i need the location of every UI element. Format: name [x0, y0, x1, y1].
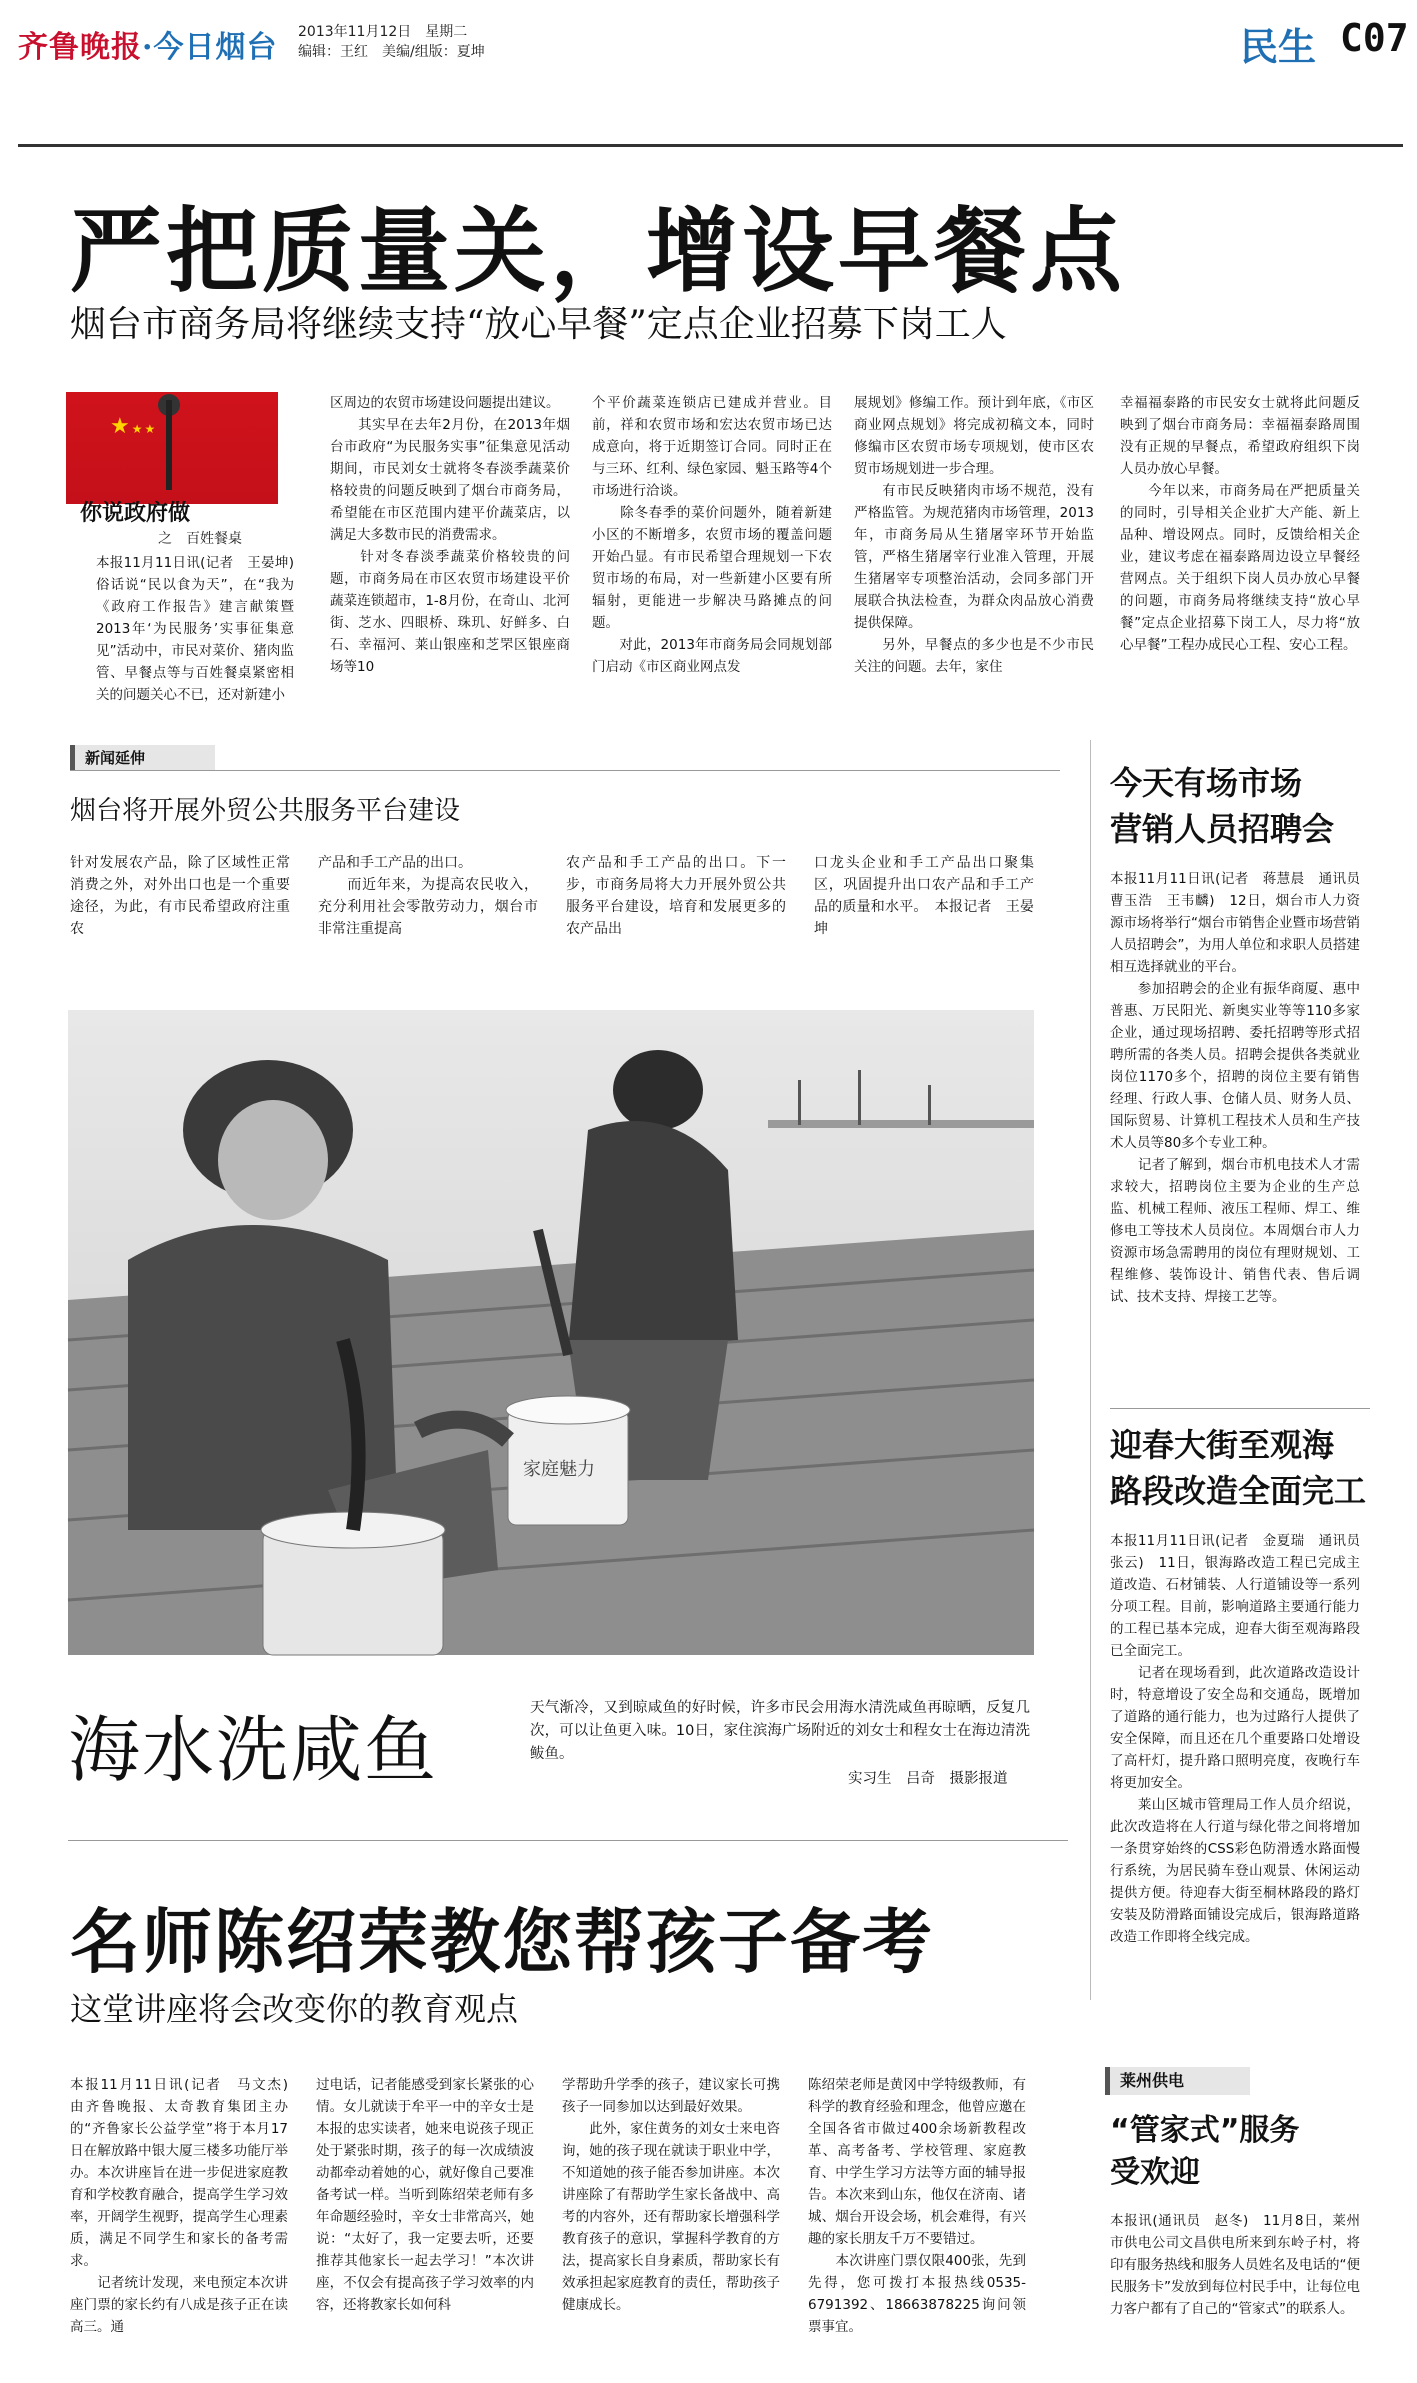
- lead-col-4: 展规划》修编工作。预计到年底，《市区商业网点规划》将完成初稿文本，同时修编市区农贸市场专项规划，使市区农贸市场规划进一步合理。 有市民反映猪肉市场不规范，没有严格监管。为规范猪肉市场管理，2013年，市商务局从生猪屠宰环节开始监管，严格生猪屠宰行业准入管理，开展生猪屠宰专项整治活动，会同多部门开展联合执法检查，为群众肉品放心消费提供保障。 另外，早餐点的多少也是不少市民关注的问题。去年，家住: [854, 395, 1094, 675]
- masthead-meta: [298, 22, 485, 62]
- laizhou-body: 本报讯(通讯员 赵冬) 11月8日，莱州市供电公司文昌供电所来到东岭子村，将印有服务热线和服务人员姓名及电话的“便民服务卡”发放到每位村民手中，让每位电力客户都有了自己的“管家式”的联系人。: [1110, 2213, 1360, 2317]
- star-icon: ★★★: [110, 414, 158, 439]
- bucket-text: 家庭魅力: [523, 1459, 595, 1480]
- lecture-col-3: 学帮助升学季的孩子，建议家长可携孩子一同参加以达到最好效果。 此外，家住黄务的刘女士来电咨询，她的孩子现在就读于职业中学，不知道她的孩子能否参加讲座。本次讲座除了有帮助学生家长备战中、高考的内容外，还有帮助家长增强科学教育孩子的意识，掌握科学教育的方法，提高家长自身素质，帮助家长有效承担起家庭教育的责任，帮助孩子健康成长。: [562, 2077, 780, 2313]
- lead-col-2: 区周边的农贸市场建设问题提出建议。 其实早在去年2月份，在2013年烟台市政府“为民服务实事”征集意见活动期间，市民刘女士就将冬春淡季蔬菜价格较贵的问题反映到了烟台市商务局，希望能在市区范围内建平价蔬菜店，以满足大多数市民的消费需求。 针对冬春淡季蔬菜价格较贵的问题，市商务局在市区农贸市场建设平价蔬菜连锁超市，1-8月份，在奇山、北河街、芝水、四眼桥、珠玑、好鲜多、白石、幸福河、莱山银座和芝罘区银座商场等10: [330, 395, 570, 675]
- news-ext-col-2: 产品和手工产品的出口。 而近年来，为提高农民收入，充分利用社会零散劳动力，烟台市非常注重提高: [318, 855, 538, 937]
- photo-title: 海水洗咸鱼: [68, 1708, 439, 1792]
- news-ext-col-1: 针对发展农产品，除了区域性正常消费之外，对外出口也是一个重要途径，为此，有市民希望政府注重农: [70, 855, 290, 937]
- road-headline: [1110, 1422, 1366, 1514]
- news-ext-rule: [70, 770, 1060, 771]
- section-rule: [68, 1840, 1068, 1841]
- lead-col-3: 个平价蔬菜连锁店已建成并营业。目前，祥和农贸市场和宏达农贸市场已达成意向，将于近期签订合同。同时正在与三环、红利、绿色家园、魁玉路等4个市场进行洽谈。 除冬春季的菜价问题外，随着新建小区的不断增多，农贸市场的覆盖问题开始凸显。有市民希望合理规划一下农贸市场的布局，对一些新建小区要有所辐射，更能进一步解决马路摊点的问题。 对此，2013年市商务局会同规划部门启动《市区商业网点发: [592, 395, 832, 675]
- column-divider: [1090, 740, 1091, 2000]
- page-number: C07: [1340, 16, 1409, 60]
- lecture-headline: 名师陈绍荣教您帮孩子备考: [70, 1900, 934, 1983]
- news-ext-col-4: 口龙头企业和手工产品出口聚集区，巩固提升出口农产品和手工产品的质量和水平。 本报记者 王晏坤: [814, 855, 1034, 937]
- photo-caption: 天气渐冷，又到晾咸鱼的好时候，许多市民会用海水清洗咸鱼再晾晒，反复几次，可以让鱼更入味。10日，家住滨海广场附近的刘女士和程女士在海边清洗鲅鱼。: [530, 1700, 1030, 1762]
- editor-line: 编辑：王红 美编/组版：夏坤: [298, 44, 485, 60]
- masthead-rule: [18, 144, 1403, 147]
- lead-col-1: 本报11月11日讯(记者 王晏坤) 俗话说“民以食为天”，在“我为《政府工作报告》建言献策暨2013年‘为民服务’实事征集意见”活动中，市民对菜价、猪肉监管、早餐点等与百姓餐桌紧密相关的问题关心不已，还对新建小: [96, 555, 308, 703]
- job-fair-headline-line1: 今天有场市场: [1110, 764, 1303, 802]
- microphone-stand: [166, 400, 172, 490]
- date-line: 2013年11月12日 星期二: [298, 24, 468, 40]
- lecture-col-2: 过电话，记者能感受到家长紧张的心情。女儿就读于牟平一中的辛女士是本报的忠实读者，她来电说孩子现正处于紧张时期，孩子的每一次成绩波动都牵动着她的心，就好像自己要准备考试一样。当听到陈绍荣老师有多年命题经验时，辛女士非常高兴，她说：“太好了，我一定要去听，还要推荐其他家长一起去学习！”本次讲座，不仅会有提高孩子学习效率的内容，还将教家长如何科: [316, 2077, 534, 2313]
- job-fair-body: 本报11月11日讯(记者 蒋慧晨 通讯员 曹玉浩 王韦麟) 12日，烟台市人力资源市场将举行“烟台市销售企业暨市场营销人员招聘会”，为用人单位和求职人员搭建相互选择就业的平台。 参加招聘会的企业有振华商厦、惠中普惠、万民阳光、新奥实业等等110多家企业，通过现场招聘、委托招聘等形式招聘所需的各类人员。招聘会提供各类就业岗位1170多个，招聘的岗位主要有销售经理、行政人事、仓储人员、财务人员、国际贸易、计算机工程技术人员和生产技术人员等80多个专业工种。 记者了解到，烟台市机电技术人才需求较大，招聘岗位主要为企业的生产总监、机械工程师、液压工程师、焊工、维修电工等技术人员岗位。本周烟台市人力资源市场急需聘用的岗位有理财规划、工程维修、装饰设计、销售代表、售后调试、技术支持、焊接工艺等。: [1110, 871, 1360, 1305]
- newspaper-logo: [18, 22, 277, 66]
- photo-illustration: [68, 1010, 1034, 1655]
- news-ext-label: 新闻延伸: [70, 745, 215, 771]
- job-fair-headline: [1110, 760, 1334, 852]
- laizhou-headline-line1: “管家式”服务: [1110, 2113, 1300, 2148]
- news-ext-headline: 烟台将开展外贸公共服务平台建设: [70, 796, 461, 826]
- lecture-col-4: 陈绍荣老师是黄冈中学特级教师，有科学的教育经验和理念，他曾应邀在全国各省市做过400余场新教程改革、高考备考、学校管理、家庭教育、中学生学习方法等方面的辅导报告。本次来到山东，他仅在济南、诸城、烟台开设会场，机会难得，有兴趣的家长朋友千万不要错过。 本次讲座门票仅限400张，先到先得，您可拨打本报热线0535-6791392、18663878225询问领票事宜。: [808, 2077, 1026, 2335]
- job-fair-headline-line2: 营销人员招聘会: [1110, 810, 1335, 848]
- logo-text: 齐鲁晚报: [18, 30, 142, 65]
- news-ext-col-3: 农产品和手工产品的出口。下一步，市商务局将大力开展外贸公共服务平台建设，培育和发展更多的农产品出: [566, 855, 786, 937]
- road-body: 本报11月11日讯(记者 金夏瑞 通讯员 张云) 11日，银海路改造工程已完成主道改造、石材铺装、人行道铺设等一系列分项工程。目前，影响道路主要通行能力的工程已基本完成，迎春大街至观海路段已全面完工。 记者在现场看到，此次道路改造设计时，特意增设了安全岛和交通岛，既增加了道路的通行能力，也为过路行人提供了安全保障，而且还在几个重要路口处增设了高杆灯，提升路口照明亮度，夜晚行车将更加安全。 莱山区城市管理局工作人员介绍说，此次改造将在人行道与绿化带之间将增加一条贯穿始终的CSS彩色防滑透水路面慢行系统，为居民骑车登山观景、休闲运动提供方便。待迎春大街至桐林路段的路灯安装及防滑路面铺设完成后，银海路道路改造工作即将全线完成。: [1110, 1533, 1360, 1945]
- column-title: 你说政府做: [80, 501, 191, 526]
- fish-washing-photo: [68, 1010, 1034, 1655]
- photo-credit: 实习生 吕奇 摄影报道: [848, 1771, 1008, 1787]
- laizhou-label: 莱州供电: [1105, 2067, 1250, 2095]
- road-headline-line1: 迎春大街至观海: [1110, 1426, 1335, 1464]
- right-rule-1: [1110, 1408, 1370, 1409]
- lead-headline: 严把质量关，增设早餐点: [70, 197, 1127, 305]
- laizhou-headline-line2: 受欢迎: [1110, 2155, 1200, 2190]
- laizhou-headline: [1110, 2110, 1299, 2194]
- road-headline-line2: 路段改造全面完工: [1110, 1472, 1367, 1510]
- lecture-subhead: 这堂讲座将会改变你的教育观点: [70, 1990, 519, 2028]
- masthead-section: ·今日烟台: [142, 30, 278, 65]
- column-subtitle: 之 百姓餐桌: [158, 531, 242, 547]
- lead-col-5: 幸福福泰路的市民安女士就将此问题反映到了烟台市商务局：幸福福泰路周围没有正规的早餐点，希望政府组织下岗人员办放心早餐。 今年以来，市商务局在严把质量关的同时，引导相关企业扩大产能、新上品种、增设网点。同时，反馈给相关企业，建议考虑在福泰路周边设立早餐经营网点。关于组织下岗人员办放心早餐的问题，市商务局将继续支持“放心早餐”定点企业招募下岗工人，尽力将“放心早餐”工程办成民心工程、安心工程。: [1120, 395, 1360, 653]
- lecture-col-1: 本报11月11日讯(记者 马文杰) 由齐鲁晚报、太奇教育集团主办的“齐鲁家长公益学堂”将于本月17日在解放路中银大厦三楼多功能厅举办。本次讲座旨在进一步促进家庭教育和学校教育融合，提高学生学习效率，开阔学生视野，提高学生心理素质，满足不同学生和家长的备考需求。 记者统计发现，来电预定本次讲座门票的家长约有八成是孩子正在读高三。通: [70, 2077, 288, 2335]
- section-label: 民生: [1240, 25, 1317, 69]
- lead-subhead: 烟台市商务局将继续支持“放心早餐”定点企业招募下岗工人: [70, 304, 1007, 345]
- column-logo-flag: [66, 392, 278, 504]
